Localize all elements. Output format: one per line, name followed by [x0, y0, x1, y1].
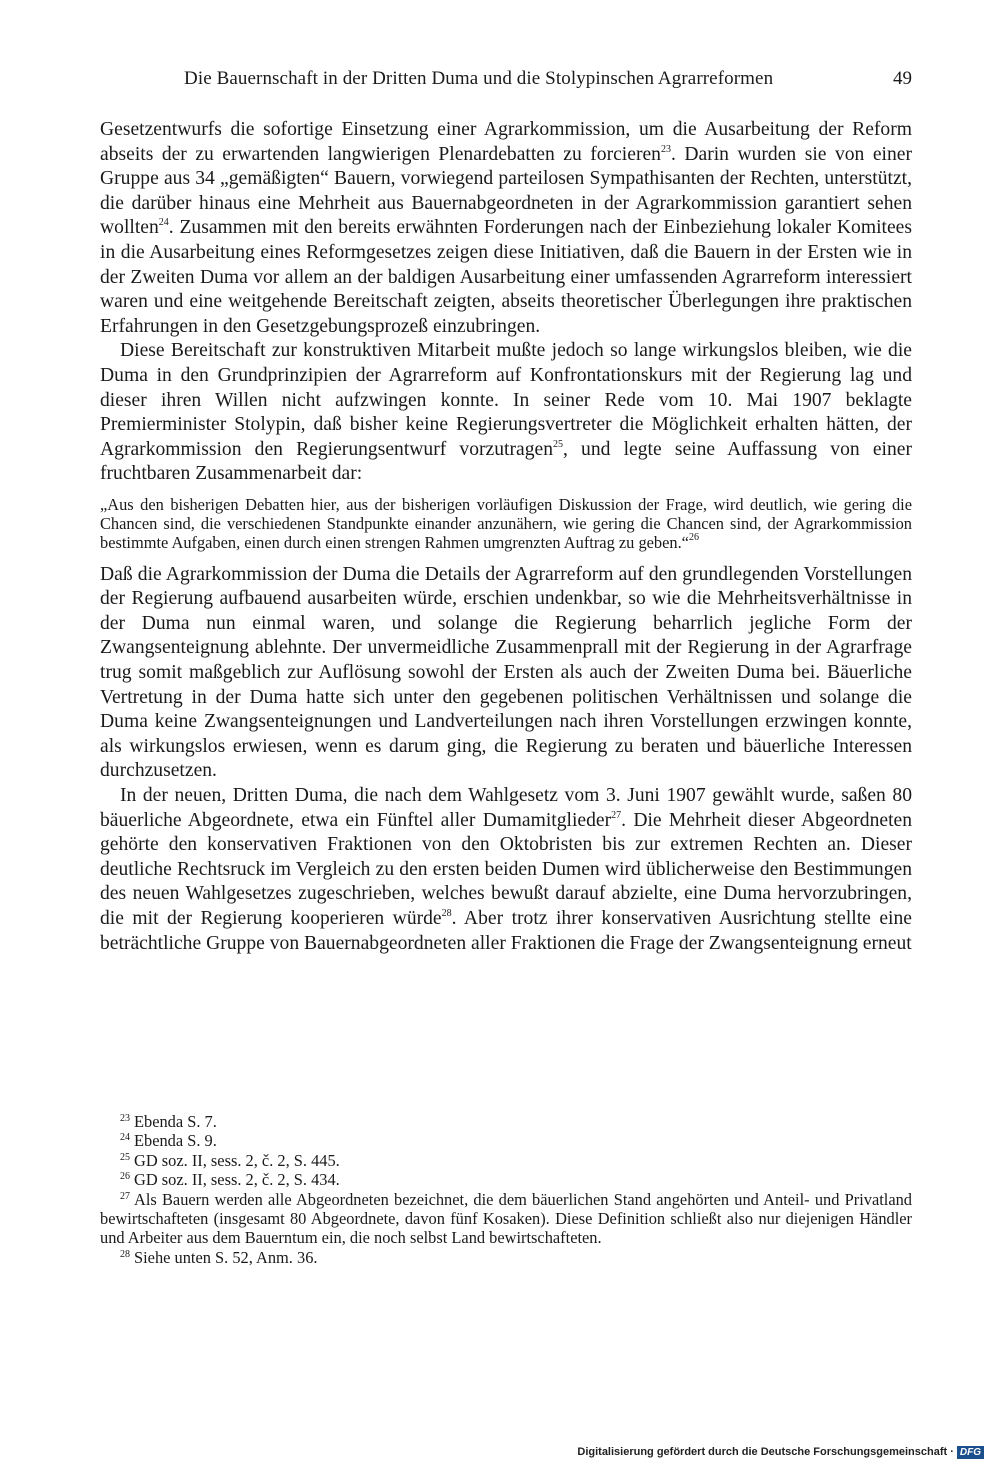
footnote [100, 1112, 912, 1131]
paragraph-2 [100, 339, 912, 487]
paragraph-text: , und legte seine Auffassung von einer fruchtbaren Zusammenarbeit dar: [100, 438, 912, 485]
paragraph-text: . Aber trotz ihrer konservativen Ausrichtung stellte eine beträchtliche Gruppe von Bauernabgeordneten aller Fraktionen die Frage der Zwangsenteignung erneut [100, 907, 912, 954]
footnote-text: GD soz. II, sess. 2, č. 2, S. 445. [134, 1150, 340, 1170]
footnote-text: Ebenda S. 9. [134, 1131, 217, 1151]
footnote-ref: 28 [441, 907, 452, 919]
paragraph-text: . Die Mehrheit dieser Abgeordneten gehörte den konservativen Fraktionen von den Oktobristen bis zur extremen Rechten an. Dieser deutliche Rechtsruck im Vergleich zu den ersten beiden Dumen wird üblicherweise den Bestimmungen des neuen Wahlgesetzes zugeschrieben, welches bewußt darauf abzielte, eine Duma hervorzubringen, die mit der Regierung kooperieren würde [100, 809, 913, 929]
paragraph-text: Daß die Agrarkommission der Duma die Details der Agrarreform auf den grundlegenden Vorstellungen der Regierung aufbauend ausarbeiten würde, erschien undenkbar, so wie die Mehrheitsverhältnisse in der Duma nun einmal waren, und solange die Regierung beharrlich jegliche Form der Zwangsenteignung ablehnte. Der unvermeidliche Zusammenprall mit der Regierung in der Agrarfrage trug somit maßgeblich zur Auflösung sowohl der Ersten als auch der Zweiten Duma bei. Bäuerliche Vertretung in der Duma hatte sich unter den gegebenen politischen Verhältnissen und solange die Duma keine Zwangsenteignungen und Landverteilungen nach ihren Vorstellungen erzwingen konnte, als wirkungslos erwiesen, wenn es darum ging, die Regierung zu beraten und bäuerliche Interessen durchzusetzen. [100, 563, 912, 782]
paragraph-text: In der neuen, Dritten Duma, die nach dem Wahlgesetz vom 3. Juni 1907 gewählt wurde, saßen 80 bäuerliche Abgeordnete, etwa ein Fünftel aller Dumamitglieder [100, 784, 912, 831]
footnote [100, 1170, 912, 1189]
main-text [100, 118, 912, 956]
footnote-ref: 27 [611, 809, 622, 821]
footnote-ref: 25 [553, 438, 563, 450]
paragraph-text: Gesetzentwurfs die sofortige Einsetzung einer Agrarkommission, um die Ausarbeitung der Reform abseits der zu erwartenden langwierigen Plenardebatten zu forcieren [100, 119, 912, 165]
footnote-text: GD soz. II, sess. 2, č. 2, S. 434. [134, 1170, 340, 1190]
footnote-ref: 23 [660, 143, 671, 155]
page-number: 49 [893, 68, 912, 89]
footnote-number: 26 [120, 1171, 130, 1183]
block-quote [100, 496, 912, 553]
footnote-number: 27 [120, 1190, 130, 1202]
dfg-logo-icon: DFG [957, 1446, 984, 1459]
footnote-text: Als Bauern werden alle Abgeordneten bezeichnet, die dem bäuerlichen Stand angehörten und Anteil- und Privatland bewirtschafteten (insgesamt 80 Abgeordnete, davon fünf Kosaken). Diese Definition schließt also nur diejenigen Händler und Arbeiter aus dem Bauerntum ein, die noch selbst Land bewirtschafteten. [100, 1189, 912, 1248]
running-title: Die Bauernschaft in der Dritten Duma und die Stolypinschen Agrarreformen [184, 68, 774, 89]
footnote [100, 1131, 912, 1150]
footnote-text: Ebenda S. 7. [134, 1112, 217, 1131]
funding-text: Digitalisierung gefördert durch die Deutsche Forschungsgemeinschaft · [577, 1446, 954, 1458]
footnote-number: 23 [120, 1113, 130, 1124]
paragraph-4 [100, 784, 912, 956]
footnote-number: 28 [120, 1248, 130, 1260]
funding-note [577, 1443, 984, 1461]
footnote-text: Siehe unten S. 52, Anm. 36. [134, 1247, 318, 1267]
footnote [100, 1151, 912, 1170]
paragraph-text: Diese Bereitschaft zur konstruktiven Mitarbeit mußte jedoch so lange wirkungslos bleiben, wie die Duma in den Grundprinzipien der Agrarreform auf Konfrontationskurs mit der Regierung lag und dieser ihren Willen nicht aufzwingen konnte. In seiner Rede vom 10. Mai 1907 beklagte Premierminister Stolypin, daß bisher keine Regierungsvertreter die Möglichkeit erhalten hätten, der Agrarkommission den Regierungsentwurf vorzutragen [100, 340, 912, 460]
footnote-ref: 26 [688, 531, 699, 543]
paragraph-3 [100, 563, 912, 784]
footnote [100, 1248, 912, 1267]
paragraph-text: . Zusammen mit den bereits erwähnten Forderungen nach der Einbeziehung lokaler Komitees in die Ausarbeitung eines Reformgesetzes zeigen diese Initiativen, daß die Bauern in der Ersten wie in der Zweiten Duma vor allem an der baldigen Ausarbeitung einer umfassenden Agrarreform interessiert waren und eine weitgehende Bereitschaft zeigten, abseits theoretischer Überlegungen ihre praktischen Erfahrungen in den Gesetzgebungsprozeß einzubringen. [100, 217, 912, 337]
running-header [100, 68, 912, 98]
footnote-number: 25 [120, 1151, 130, 1163]
footnote [100, 1190, 912, 1248]
footnote-number: 24 [120, 1132, 130, 1144]
paragraph-1 [100, 118, 912, 339]
paragraph-text: . Darin wurden sie von einer Gruppe aus 34 „gemäßigten“ Bauern, vorwiegend parteilosen Sympathisanten der Rechten, unterstützt, die darüber hinaus eine Mehrheit aus Bauernabgeordneten in der Agrarkommission garantiert sehen wollten [100, 143, 912, 239]
quote-text: „Aus den bisherigen Debatten hier, aus der bisherigen vorläufigen Diskussion der Frage, wird deutlich, wie gering die Chancen sind, die verschiedenen Standpunkte einander anzunähern, wie gering die Chancen sind, der Agrarkommission bestimmte Aufgaben, einen durch einen strengen Rahmen umgrenzten Auftrag zu geben.“ [100, 494, 912, 552]
footnotes [100, 1112, 912, 1267]
footnote-ref: 24 [158, 217, 169, 229]
